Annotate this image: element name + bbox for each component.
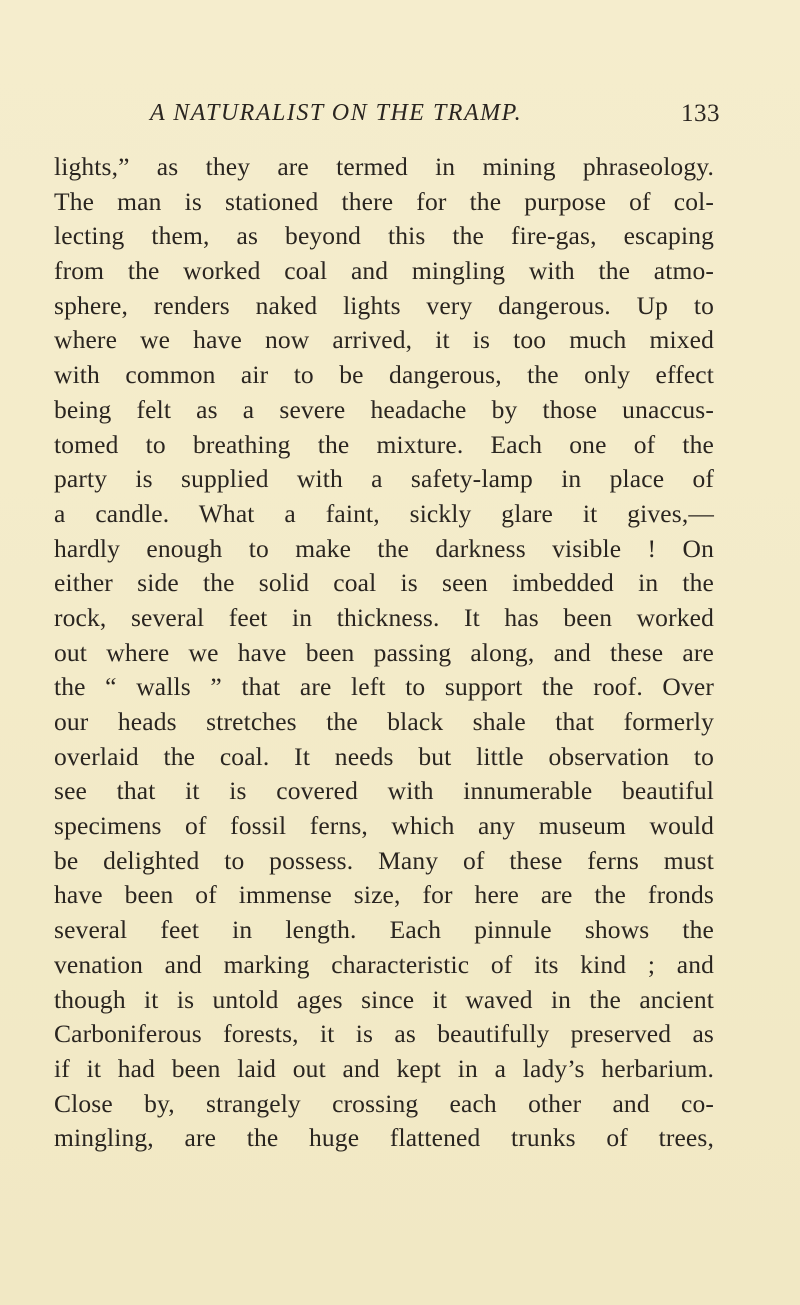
text-line: if it had been laid out and kept in a lady’s herbarium. xyxy=(54,1053,714,1083)
text-line: Carboniferous forests, it is as beautifully preserved as xyxy=(54,1019,714,1049)
text-line: sphere, renders naked lights very dangerous. Up to xyxy=(54,290,714,320)
text-line: the “ walls ” that are left to support the roof. Over xyxy=(54,672,714,702)
text-line: where we have now arrived, it is too much mixed xyxy=(54,325,714,355)
text-line: several feet in length. Each pinnule shows the xyxy=(54,915,714,945)
text-line: lecting them, as beyond this the fire-gas, escaping xyxy=(54,221,714,251)
text-line: Close by, strangely crossing each other and co- xyxy=(54,1088,714,1118)
text-line: party is supplied with a safety-lamp in place of xyxy=(54,464,714,494)
text-line: venation and marking characteristic of its kind ; and xyxy=(54,949,714,979)
text-line: our heads stretches the black shale that formerly xyxy=(54,707,714,736)
text-line: either side the solid coal is seen imbedded in the xyxy=(54,568,714,598)
text-line: lights,” as they are termed in mining phraseology. xyxy=(54,152,714,181)
text-line: a candle. What a faint, sickly glare it gives,— xyxy=(54,498,714,528)
text-line: mingling, are the huge flattened trunks of trees, xyxy=(54,1123,714,1153)
text-line: The man is stationed there for the purpose of col- xyxy=(54,186,714,216)
text-line: rock, several feet in thickness. It has been worked xyxy=(54,602,714,632)
text-line: with common air to be dangerous, the only effect xyxy=(54,360,714,390)
text-line: though it is untold ages since it waved in the ancient xyxy=(54,984,714,1014)
body-text xyxy=(54,150,714,1156)
running-header xyxy=(100,100,720,134)
text-line: hardly enough to make the darkness visible ! On xyxy=(54,533,714,563)
text-line: have been of immense size, for here are the fronds xyxy=(54,880,714,910)
text-line: overlaid the coal. It needs but little observation to xyxy=(54,741,714,771)
text-line: from the worked coal and mingling with the atmo- xyxy=(54,256,714,286)
text-line: be delighted to possess. Many of these ferns must xyxy=(54,845,714,875)
text-line: see that it is covered with innumerable beautiful xyxy=(54,776,714,806)
page-number: 133 xyxy=(681,100,720,127)
running-title: A NATURALIST ON THE TRAMP. xyxy=(150,100,523,126)
text-line: out where we have been passing along, and these are xyxy=(54,637,714,667)
text-line: being felt as a severe headache by those unaccus- xyxy=(54,394,714,424)
text-line: tomed to breathing the mixture. Each one of the xyxy=(54,429,714,459)
text-line: specimens of fossil ferns, which any museum would xyxy=(54,811,714,841)
